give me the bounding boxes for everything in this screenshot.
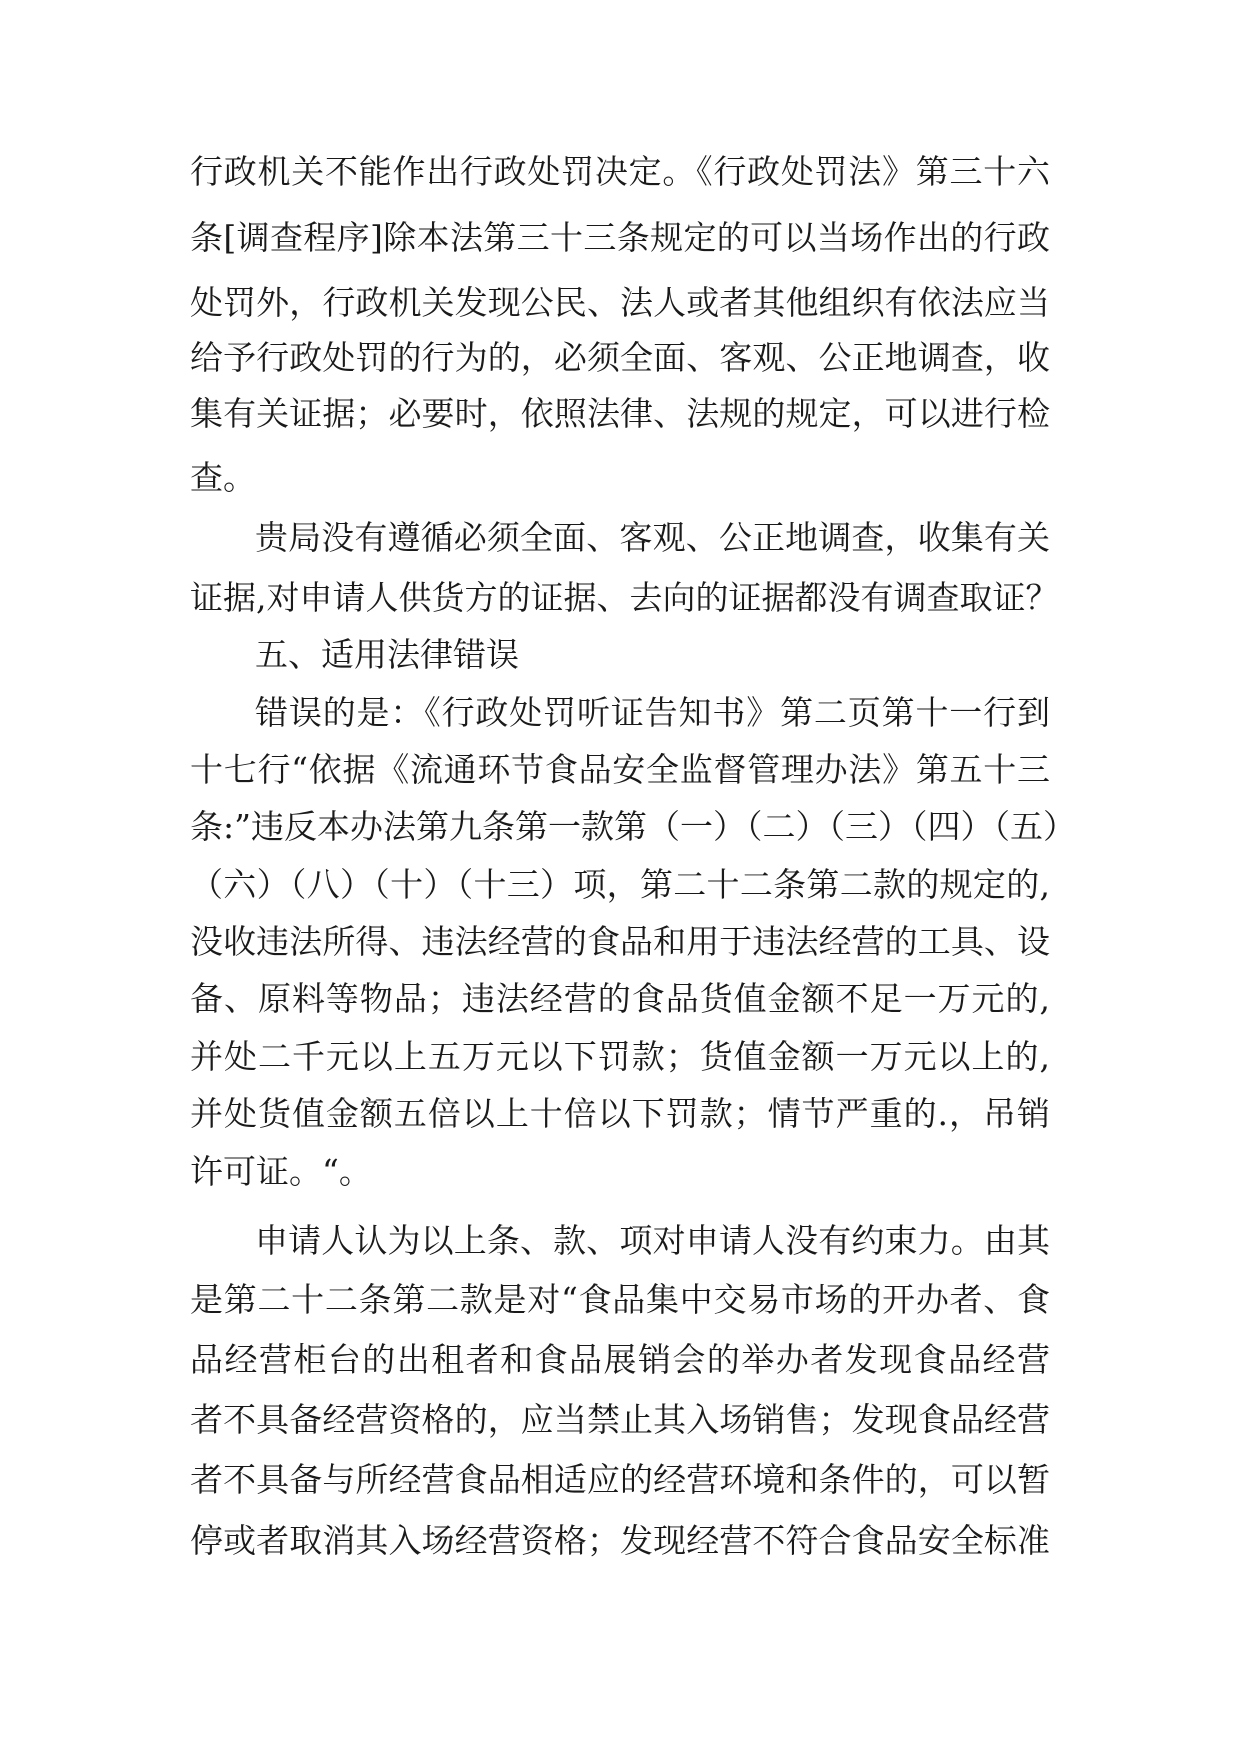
- text-line: 十七行“依据《流通环节食品安全监督管理办法》第五十三: [190, 750, 1050, 789]
- text-line: 给予行政处罚的行为的，必须全面、客观、公正地调查，收: [190, 338, 1050, 377]
- text-line: （六）（八）（十）（十三）项，第二十二条第二款的规定的,: [190, 865, 1050, 904]
- text-line: 备、原料等物品；违法经营的食品货值金额不足一万元的,: [190, 979, 1050, 1018]
- paragraph-first-line: 贵局没有遵循必须全面、客观、公正地调查，收集有关: [255, 518, 1050, 557]
- text-line: 并处二千元以上五万元以下罚款；货值金额一万元以上的,: [190, 1037, 1050, 1076]
- text-line: 证据,对申请人供货方的证据、去向的证据都没有调查取证？: [190, 578, 1059, 617]
- text-line: 并处货值金额五倍以上十倍以下罚款；情节严重的.，吊销: [190, 1094, 1050, 1133]
- text-line: 停或者取消其入场经营资格；发现经营不符合食品安全标准: [190, 1521, 1050, 1560]
- text-line: 条:”违反本办法第九条第一款第（一）（二）（三）（四）（五）: [190, 807, 1076, 846]
- text-line: 品经营柜台的出租者和食品展销会的举办者发现食品经营: [190, 1340, 1050, 1379]
- text-line: 许可证。“。: [190, 1152, 372, 1191]
- text-line: 者不具备与所经营食品相适应的经营环境和条件的，可以暂: [190, 1460, 1050, 1499]
- text-line: 是第二十二条第二款是对“食品集中交易市场的开办者、食: [190, 1280, 1050, 1319]
- text-line: 查。: [190, 458, 256, 497]
- text-line: 处罚外，行政机关发现公民、法人或者其他组织有依法应当: [190, 283, 1050, 322]
- section-heading: 五、适用法律错误: [255, 635, 519, 674]
- paragraph-first-line: 错误的是：《行政处罚听证告知书》第二页第十一行到: [255, 693, 1050, 732]
- text-line: 条[调查程序]除本法第三十三条规定的可以当场作出的行政: [190, 218, 1050, 257]
- paragraph-first-line: 申请人认为以上条、款、项对申请人没有约束力。由其: [255, 1221, 1050, 1260]
- text-line: 没收违法所得、违法经营的食品和用于违法经营的工具、设: [190, 922, 1050, 961]
- text-line: 集有关证据；必要时，依照法律、法规的规定，可以进行检: [190, 394, 1050, 433]
- text-line: 行政机关不能作出行政处罚决定。《行政处罚法》第三十六: [190, 152, 1050, 191]
- text-line: 者不具备经营资格的，应当禁止其入场销售；发现食品经营: [190, 1400, 1050, 1439]
